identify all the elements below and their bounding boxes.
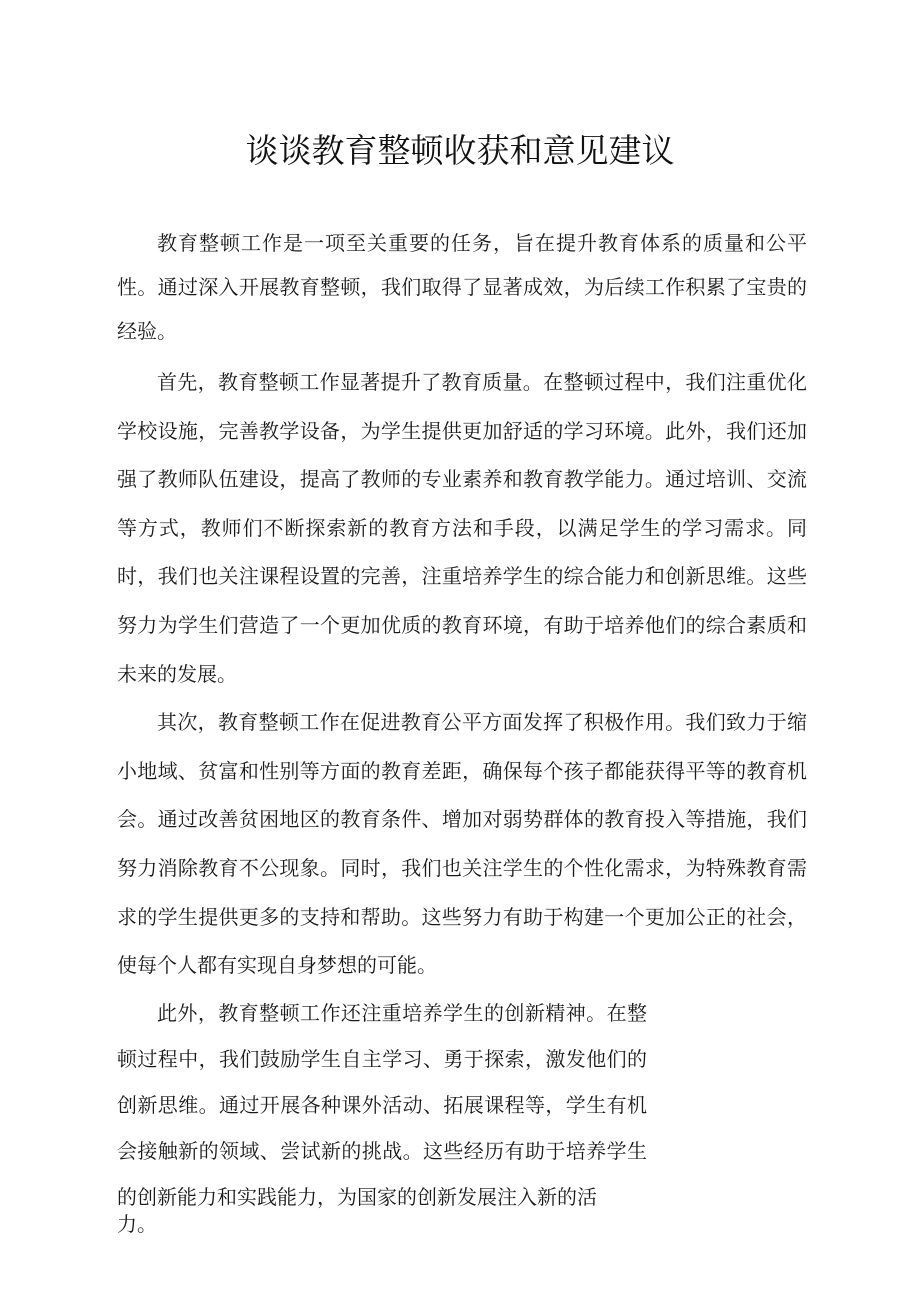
paragraph-tail: 力。 (117, 1211, 157, 1236)
paragraph-intro: 教育整顿工作是一项至关重要的任务，旨在提升教育体系的质量和公平性。通过深入开展教育整顿，我们取得了显著成效，为后续工作积累了宝贵的经验。 (117, 231, 807, 343)
document-title: 谈谈教育整顿收获和意见建议 (245, 131, 675, 170)
paragraph-fairness: 其次，教育整顿工作在促进教育公平方面发挥了积极作用。我们致力于缩小地域、贫富和性别等方面的教育差距，确保每个孩子都能获得平等的教育机会。通过改善贫困地区的教育条件、增加对弱势群体的教育投入等措施，我们努力消除教育不公现象。同时，我们也关注学生的个性化需求，为特殊教育需求的学生提供更多的支持和帮助。这些努力有助于构建一个更加公正的社会，使每个人都有实现自身梦想的可能。 (117, 710, 807, 978)
paragraph-innovation: 此外，教育整顿工作还注重培养学生的创新精神。在整顿过程中，我们鼓励学生自主学习、勇于探索，激发他们的创新思维。通过开展各种课外活动、拓展课程等，学生有机会接触新的领域、尝试新的挑战。这些经历有助于培养学生的创新能力和实践能力，为国家的创新发展注入新的活 (117, 1000, 647, 1209)
paragraph-quality: 首先，教育整顿工作显著提升了教育质量。在整顿过程中，我们注重优化学校设施，完善教学设备，为学生提供更加舒适的学习环境。此外，我们还加强了教师队伍建设，提高了教师的专业素养和教育教学能力。通过培训、交流等方式，教师们不断探索新的教育方法和手段，以满足学生的学习需求。同时，我们也关注课程设置的完善，注重培养学生的综合能力和创新思维。这些努力为学生们营造了一个更加优质的教育环境，有助于培养他们的综合素质和未来的发展。 (117, 370, 807, 686)
document-body (117, 221, 807, 1234)
